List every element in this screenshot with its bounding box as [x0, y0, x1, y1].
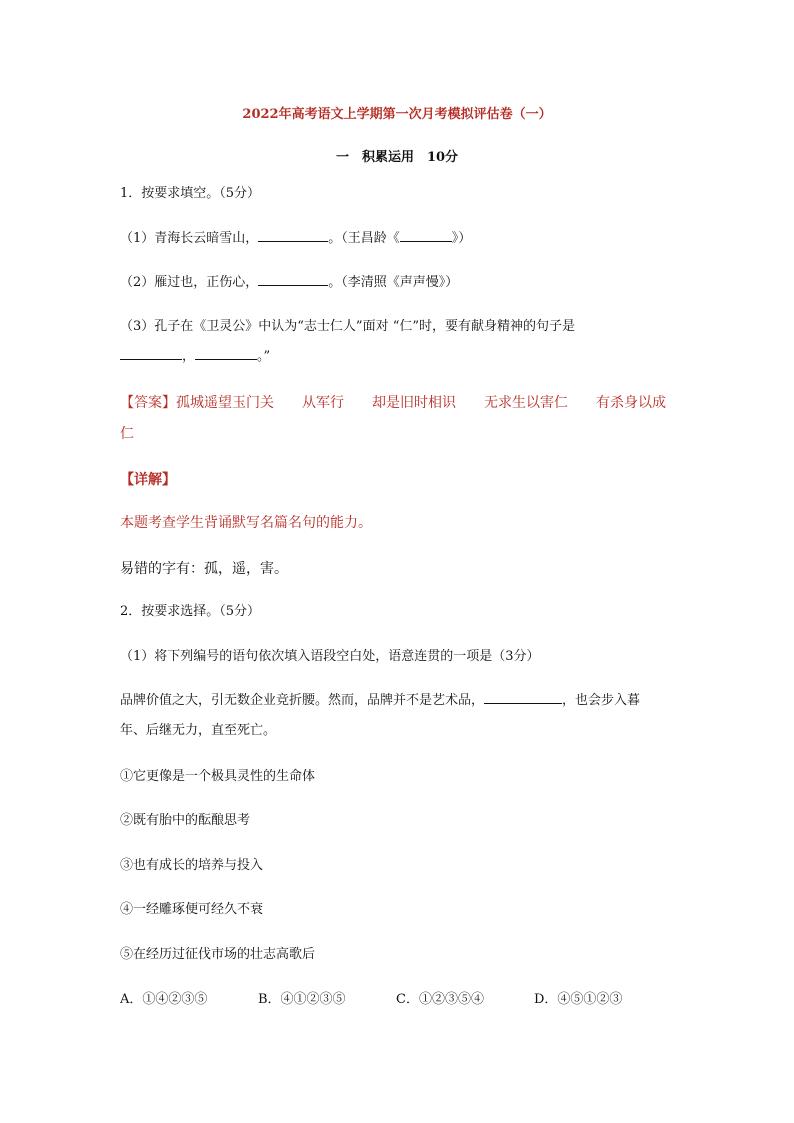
- option-c: C．①②③⑤④: [396, 992, 484, 1007]
- fill-blank: [484, 702, 562, 704]
- answer-part: 孤城遥望玉门关: [176, 395, 274, 411]
- fill-blank: [120, 358, 182, 360]
- q1-item2: [120, 274, 458, 292]
- answer-part: 无求生以害仁: [484, 395, 568, 411]
- error-text: 易错的字有：孤，遥，害。: [120, 561, 288, 577]
- passage-b: ，也会步入暮: [562, 693, 641, 708]
- q1-answer-cont: 仁: [120, 426, 134, 442]
- answer-part: 却是旧时相识: [372, 395, 456, 411]
- fill-blank: [258, 284, 328, 286]
- q2-item-3: ③也有成长的培养与投入: [120, 858, 264, 873]
- answer-part: 有杀身以成: [596, 395, 666, 411]
- q1-item1: [120, 230, 471, 248]
- q2-sub1: （1）将下列编号的语句依次填入语段空白处，语意连贯的一项是（3分）: [120, 649, 540, 664]
- q2-stem: 2．按要求选择。（5分）: [120, 604, 261, 619]
- fill-blank: [195, 358, 257, 360]
- q1-item2-end: 。（李清照《声声慢》）: [328, 275, 459, 290]
- answer-label: 【答案】: [120, 395, 176, 411]
- q1-item3-line1: （3）孔子在《卫灵公》中认为“志士仁人”面对 “仁”时，要有献身精神的句子是: [120, 319, 575, 334]
- q1-item2-text: （2）雁过也，正伤心，: [120, 275, 259, 290]
- fill-blank: [400, 240, 452, 242]
- fill-blank: [258, 240, 328, 242]
- q1-item1-text: （1）青海长云暗雪山，: [120, 231, 259, 246]
- q2-passage-line2: 年、后继无力，直至死亡。: [120, 723, 277, 738]
- q2-passage-line1: [120, 692, 640, 710]
- q2-options: [120, 991, 622, 1009]
- q1-item3-end: 。”: [257, 349, 271, 364]
- option-b: B．④①②③⑤: [258, 992, 346, 1007]
- q1-stem: 1．按要求填空。（5分）: [120, 186, 261, 201]
- q2-item-4: ④一经雕琢便可经久不衰: [120, 902, 264, 917]
- detail-label: 【详解】: [120, 472, 176, 488]
- q1-item1-mid: 。（王昌龄《: [328, 231, 400, 246]
- q1-item3-line2: [120, 348, 270, 366]
- document-title: 2022年高考语文上学期第一次月考模拟评估卷（一）: [242, 107, 552, 122]
- option-d: D．④⑤①②③: [534, 992, 623, 1007]
- detail-text: 本题考查学生背诵默写名篇名句的能力。: [120, 515, 372, 531]
- section-heading: 一 积累运用 10分: [335, 150, 459, 165]
- q1-item1-end: 》）: [451, 231, 472, 246]
- q1-answer: [120, 394, 666, 412]
- q2-item-2: ②既有胎中的酝酿思考: [120, 813, 251, 828]
- option-a: A．①④②③⑤: [120, 992, 208, 1007]
- answer-part: 从军行: [302, 395, 344, 411]
- q1-item3-sep: ，: [182, 349, 196, 364]
- q2-item-5: ⑤在经历过征伐市场的壮志高歌后: [120, 947, 316, 962]
- q2-item-1: ①它更像是一个极具灵性的生命体: [120, 769, 316, 784]
- passage-a: 品牌价值之大，引无数企业竞折腰。然而，品牌并不是艺术品，: [120, 693, 485, 708]
